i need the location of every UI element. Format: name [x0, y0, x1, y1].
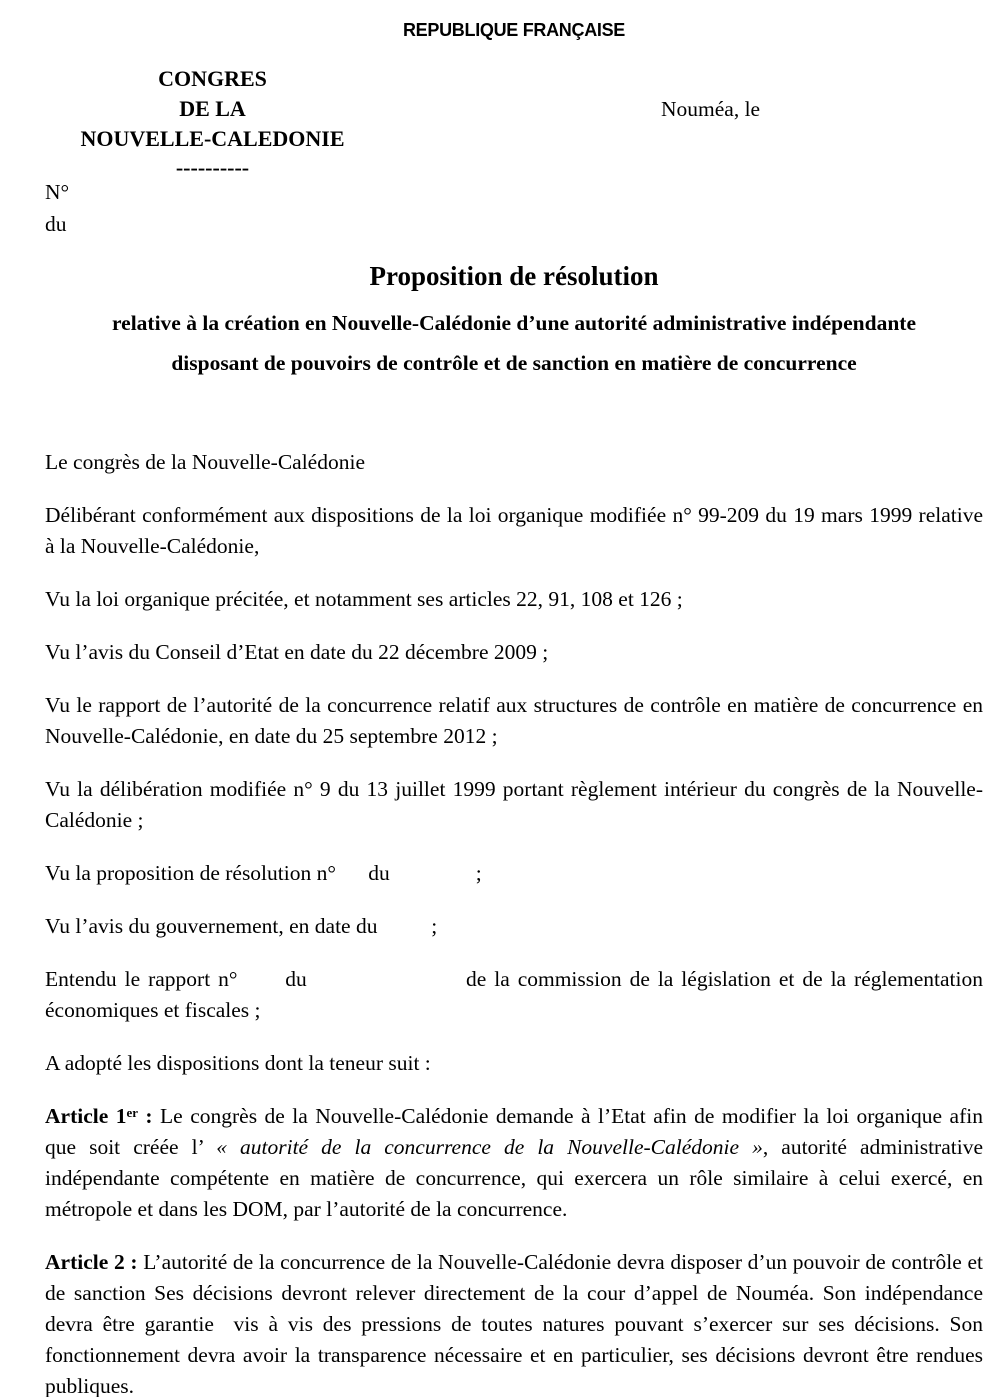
paragraph: Vu le rapport de l’autorité de la concurrence relatif aux structures de contrôle en matière de concurrence en Nouvelle-Calédonie, en date du 25 septembre 2012 ; — [45, 693, 983, 748]
paragraph: A adopté les dispositions dont la teneur suit : — [45, 1051, 431, 1075]
document-number-label: N° — [45, 180, 70, 204]
institution-line-1: CONGRES — [158, 66, 267, 91]
paragraph: Le congrès de la Nouvelle-Calédonie — [45, 450, 365, 474]
paragraph: Vu la délibération modifiée n° 9 du 13 juillet 1999 portant règlement intérieur du congrès de la Nouvelle-Calédonie ; — [45, 777, 983, 832]
republique-francaise-heading: REPUBLIQUE FRANÇAISE — [402, 20, 625, 40]
paragraph: Vu l’avis du gouvernement, en date du ; — [45, 914, 438, 938]
paragraph: Vu l’avis du Conseil d’Etat en date du 22 décembre 2009 ; — [45, 640, 549, 664]
document-title: Proposition de résolution — [369, 261, 659, 291]
paragraph: Article 2 : L’autorité de la concurrence de la Nouvelle-Calédonie devra disposer d’un pouvoir de contrôle et de sanction Ses décisions devront relever directement de la cour d’appel de Nouméa. Son indépendance devra être garantie vis à vis des pressions de toutes natures pouvant s’exercer sur ses décisions. Son fonctionnement devra avoir la transparence nécessaire et en particulier, ses décisions devront être rendues publiques. — [45, 1250, 984, 1397]
separator-dashes: ---------- — [175, 155, 250, 180]
paragraph: Vu la proposition de résolution n° du ; — [45, 861, 482, 885]
paragraph: Délibérant conformément aux dispositions de la loi organique modifiée n° 99-209 du 19 mars 1999 relative à la Nouvelle-Calédonie, — [45, 503, 983, 558]
institution-line-3: NOUVELLE-CALEDONIE — [80, 126, 345, 151]
place-date-line: Nouméa, le — [661, 97, 761, 121]
document-subtitle-line2: disposant de pouvoirs de contrôle et de sanction en matière de concurrence — [171, 351, 857, 375]
institution-line-2: DE LA — [179, 96, 246, 121]
document-date-label: du — [45, 212, 67, 236]
document-subtitle-line1: relative à la création en Nouvelle-Calédonie d’une autorité administrative indépendante — [112, 311, 916, 335]
document-body — [45, 447, 983, 1397]
institution-block — [55, 64, 370, 182]
paragraph: Article 1er : Le congrès de la Nouvelle-Calédonie demande à l’Etat afin de modifier la loi organique afin que soit créée l’ « autorité de la concurrence de la Nouvelle-Calédonie », autorité administrative indépendante compétente en matière de concurrence, qui exercera un rôle similaire à celui exercé, en métropole et dans les DOM, par l’autorité de la concurrence. — [45, 1104, 983, 1221]
paragraph: Vu la loi organique précitée, et notamment ses articles 22, 91, 108 et 126 ; — [45, 587, 683, 611]
paragraph: Entendu le rapport n° du de la commission de la législation et de la réglementation économiques et fiscales ; — [45, 967, 983, 1022]
